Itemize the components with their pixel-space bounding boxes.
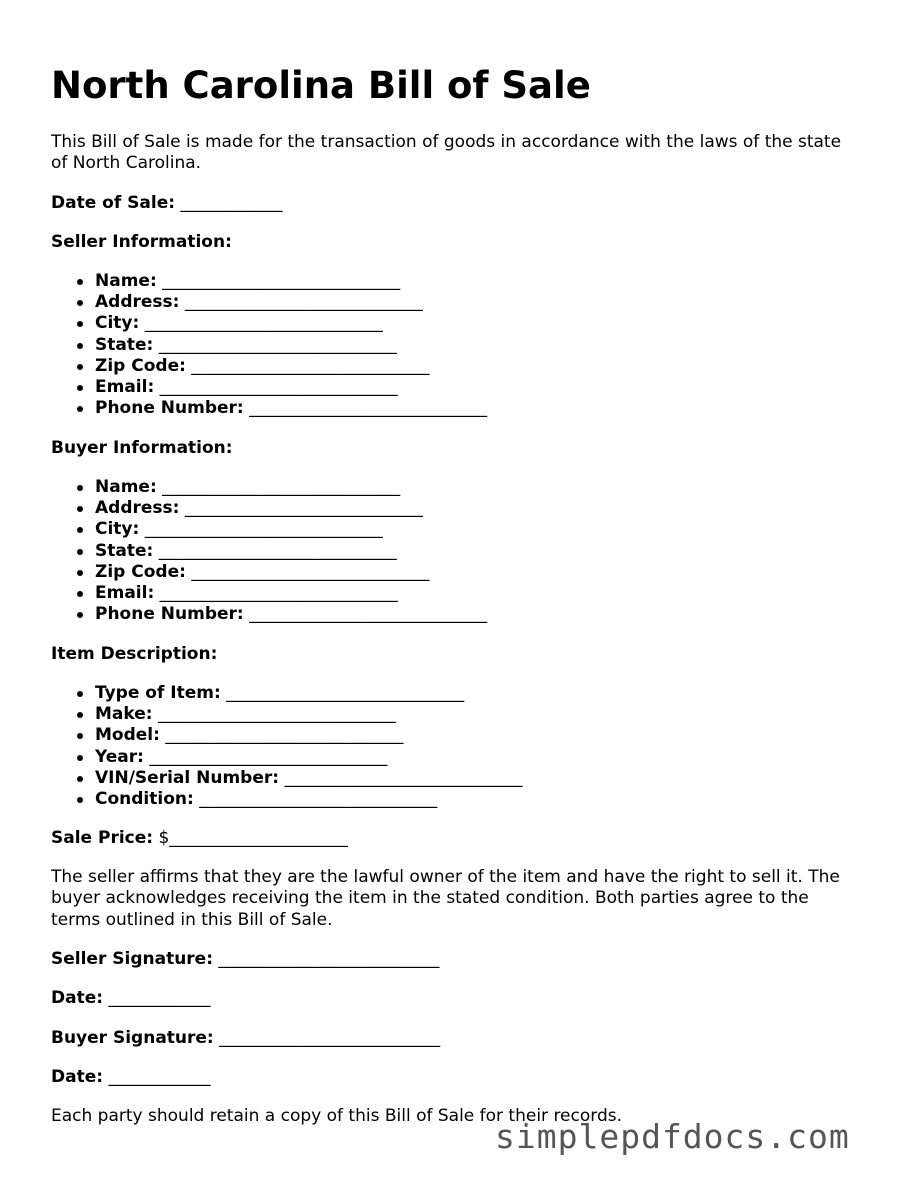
- field-blank: ____________________________: [191, 561, 430, 582]
- field-blank: ____________________________: [158, 540, 397, 561]
- buyer-date-line: [51, 1067, 210, 1088]
- affirmation-paragraph: The seller affirms that they are the lawful owner of the item and have the right to sell it. The buyer acknowledges receiving the item in the stated condition. Both parties agree to the terms outlined in this Bill of Sale.: [51, 867, 840, 930]
- field-label: Name:: [95, 271, 157, 291]
- seller-field-email: [51, 377, 487, 398]
- sale-price-blank: $_____________________: [158, 828, 348, 848]
- field-label: Address:: [95, 498, 180, 519]
- seller-field-address: [51, 292, 487, 313]
- item-field-vin: [51, 768, 522, 789]
- seller-field-phone: [51, 398, 487, 419]
- watermark-text: simplepdfdocs.com: [495, 1117, 850, 1156]
- buyer-date-blank: ____________: [108, 1067, 211, 1087]
- field-label: Email:: [95, 377, 155, 398]
- buyer-field-zip: [51, 562, 487, 583]
- seller-field-city: [51, 313, 487, 334]
- field-label: Condition:: [95, 789, 194, 810]
- field-label: State:: [95, 540, 154, 561]
- field-blank: ____________________________: [162, 477, 401, 497]
- sale-price-label: Sale Price:: [51, 828, 154, 848]
- seller-field-name: [51, 271, 487, 292]
- field-label: Model:: [95, 725, 160, 746]
- field-blank: ____________________________: [284, 767, 523, 788]
- date-of-sale-blank: ____________: [180, 193, 283, 213]
- intro-paragraph: This Bill of Sale is made for the transaction of goods in accordance with the laws of the state of North Carolina.: [51, 132, 842, 173]
- field-label: City:: [95, 313, 140, 334]
- seller-signature-blank: __________________________: [218, 949, 440, 969]
- field-blank: ____________________________: [159, 583, 398, 604]
- field-label: Type of Item:: [95, 683, 221, 703]
- item-fields-list: [51, 683, 522, 810]
- item-field-year: [51, 747, 522, 768]
- item-field-model: [51, 725, 522, 746]
- seller-signature-label: Seller Signature:: [51, 949, 214, 969]
- field-blank: ____________________________: [184, 292, 423, 313]
- seller-date-label: Date:: [51, 988, 104, 1008]
- date-of-sale-label: Date of Sale:: [51, 193, 176, 213]
- date-of-sale-line: [51, 193, 282, 214]
- seller-fields-list: [51, 271, 487, 419]
- field-blank: ____________________________: [184, 498, 423, 519]
- field-label: VIN/Serial Number:: [95, 767, 280, 788]
- buyer-field-phone: [51, 604, 487, 625]
- item-field-type: [51, 683, 522, 704]
- seller-field-state: [51, 335, 487, 356]
- item-field-condition: [51, 789, 522, 810]
- sale-price-line: [51, 828, 348, 849]
- field-blank: ____________________________: [165, 725, 404, 746]
- field-blank: ____________________________: [199, 789, 438, 810]
- seller-field-zip: [51, 356, 487, 377]
- page-title: North Carolina Bill of Sale: [51, 64, 591, 107]
- field-blank: ____________________________: [144, 519, 383, 540]
- seller-date-line: [51, 988, 210, 1009]
- field-label: Phone Number:: [95, 604, 244, 625]
- buyer-field-state: [51, 541, 487, 562]
- field-blank: ____________________________: [157, 704, 396, 725]
- buyer-date-label: Date:: [51, 1067, 104, 1087]
- buyer-field-email: [51, 583, 487, 604]
- seller-heading: Seller Information:: [51, 232, 232, 252]
- buyer-signature-line: [51, 1028, 440, 1049]
- field-label: Email:: [95, 583, 155, 604]
- buyer-signature-label: Buyer Signature:: [51, 1028, 214, 1048]
- seller-date-blank: ____________: [108, 988, 211, 1008]
- field-label: State:: [95, 334, 154, 355]
- buyer-heading: Buyer Information:: [51, 438, 233, 458]
- buyer-field-address: [51, 498, 487, 519]
- field-blank: ____________________________: [144, 313, 383, 334]
- item-field-make: [51, 704, 522, 725]
- field-blank: ____________________________: [159, 377, 398, 398]
- field-blank: ____________________________: [249, 604, 488, 625]
- item-heading: Item Description:: [51, 644, 218, 664]
- field-blank: ____________________________: [249, 398, 488, 419]
- field-label: Make:: [95, 704, 153, 725]
- field-label: Year:: [95, 746, 144, 767]
- buyer-signature-blank: __________________________: [219, 1028, 441, 1048]
- field-label: Zip Code:: [95, 561, 186, 582]
- field-blank: ____________________________: [158, 334, 397, 355]
- field-label: Name:: [95, 477, 157, 497]
- field-label: City:: [95, 519, 140, 540]
- field-label: Address:: [95, 292, 180, 313]
- field-blank: ____________________________: [162, 271, 401, 291]
- closing-note: Each party should retain a copy of this Bill of Sale for their records.: [51, 1106, 623, 1126]
- buyer-fields-list: [51, 477, 487, 625]
- field-label: Zip Code:: [95, 355, 186, 376]
- field-label: Phone Number:: [95, 398, 244, 419]
- buyer-field-city: [51, 519, 487, 540]
- buyer-field-name: [51, 477, 487, 498]
- field-blank: ____________________________: [191, 355, 430, 376]
- seller-signature-line: [51, 949, 439, 970]
- field-blank: ____________________________: [226, 683, 465, 703]
- field-blank: ____________________________: [149, 746, 388, 767]
